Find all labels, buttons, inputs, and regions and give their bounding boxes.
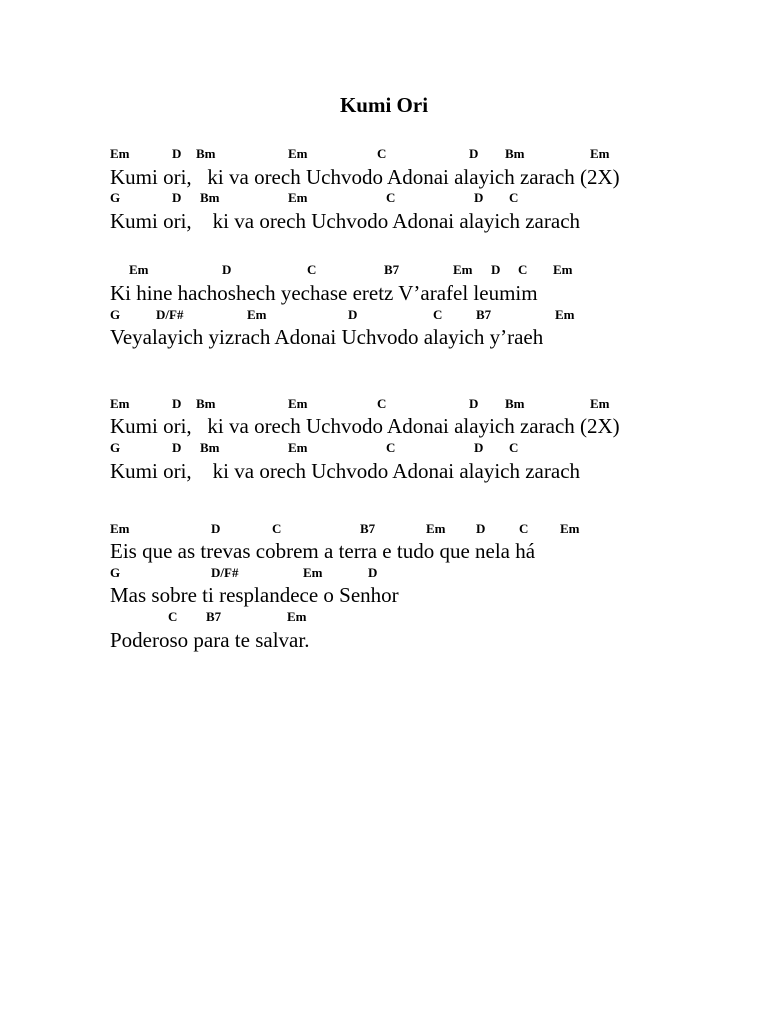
chord-label: B7: [206, 609, 222, 624]
chord-label: G: [110, 440, 121, 455]
chord-label: C: [307, 262, 317, 277]
chord-label: Em: [590, 146, 610, 161]
chord-label: B7: [360, 521, 376, 536]
chord-label: Em: [110, 396, 130, 411]
chord-label: Em: [288, 190, 308, 205]
chord-label: C: [518, 262, 528, 277]
chord-label: G: [110, 190, 121, 205]
chord-label: D: [222, 262, 232, 277]
chord-label: C: [386, 440, 396, 455]
chord-label: Em: [426, 521, 446, 536]
lyric-line: Poderoso para te salvar.: [110, 628, 310, 652]
chord-label: D: [469, 146, 479, 161]
chord-label: Em: [590, 396, 610, 411]
chord-label: G: [110, 307, 121, 322]
chord-label: C: [433, 307, 443, 322]
chord-label: Em: [555, 307, 575, 322]
chord-label: Bm: [200, 190, 220, 205]
lyric-line: Kumi ori, ki va orech Uchvodo Adonai alayich zarach: [110, 209, 581, 233]
chord-label: D: [469, 396, 479, 411]
chord-label: Bm: [196, 396, 216, 411]
chord-label: C: [377, 396, 387, 411]
chord-label: C: [509, 190, 519, 205]
chord-label: Em: [553, 262, 573, 277]
lyric-line: Kumi ori, ki va orech Uchvodo Adonai alayich zarach: [110, 459, 581, 483]
lyric-line: Ki hine hachoshech yechase eretz V’arafel leumim: [110, 281, 538, 305]
chord-label: D/F#: [156, 307, 184, 322]
chord-label: D/F#: [211, 565, 239, 580]
chord-label: Em: [287, 609, 307, 624]
chord-label: Em: [288, 396, 308, 411]
lyric-line: Kumi ori, ki va orech Uchvodo Adonai alayich zarach (2X): [110, 165, 620, 189]
chord-label: D: [172, 146, 182, 161]
chord-label: D: [476, 521, 486, 536]
chord-label: Em: [288, 146, 308, 161]
chord-label: Bm: [505, 396, 525, 411]
chord-label: Em: [129, 262, 149, 277]
lyric-line: Kumi ori, ki va orech Uchvodo Adonai alayich zarach (2X): [110, 414, 620, 438]
chord-label: Bm: [200, 440, 220, 455]
chord-label: Em: [560, 521, 580, 536]
chord-label: D: [211, 521, 221, 536]
chord-label: C: [377, 146, 387, 161]
chord-label: C: [519, 521, 529, 536]
lyric-line: Eis que as trevas cobrem a terra e tudo que nela há: [110, 539, 536, 563]
chord-label: Em: [247, 307, 267, 322]
chord-label: Em: [453, 262, 473, 277]
chord-label: D: [474, 190, 484, 205]
chord-label: D: [172, 440, 182, 455]
chord-label: Bm: [505, 146, 525, 161]
chord-label: D: [172, 396, 182, 411]
chord-label: Bm: [196, 146, 216, 161]
chord-label: D: [348, 307, 358, 322]
chord-label: C: [386, 190, 396, 205]
chord-label: C: [272, 521, 282, 536]
chord-label: Em: [288, 440, 308, 455]
lyric-line: Mas sobre ti resplandece o Senhor: [110, 583, 399, 607]
chord-label: Em: [303, 565, 323, 580]
chord-label: Em: [110, 146, 130, 161]
chord-label: C: [168, 609, 178, 624]
chord-label: B7: [384, 262, 400, 277]
chord-label: D: [172, 190, 182, 205]
song-title: Kumi Ori: [339, 93, 429, 117]
chord-label: B7: [476, 307, 492, 322]
chord-label: D: [368, 565, 378, 580]
chord-label: C: [509, 440, 519, 455]
chord-label: D: [474, 440, 484, 455]
lyric-line: Veyalayich yizrach Adonai Uchvodo alayich y’raeh: [110, 325, 544, 349]
chord-label: G: [110, 565, 121, 580]
chord-label: Em: [110, 521, 130, 536]
chord-label: D: [491, 262, 501, 277]
